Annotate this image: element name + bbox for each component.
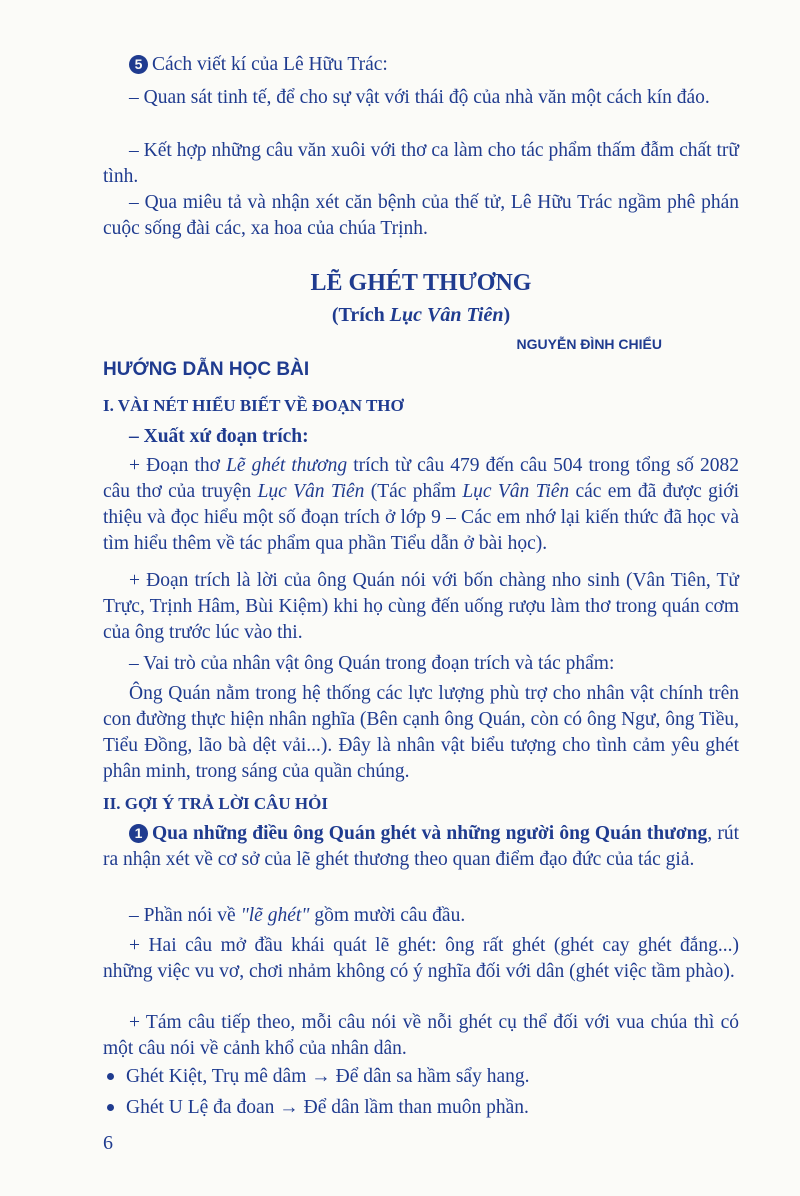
number-badge: 1 [129,824,148,843]
item5-point: – Quan sát tinh tế, để cho sự vật với thái độ của nhà văn một cách kín đáo. [129,87,710,108]
paragraph: – Phần nói về "lẽ ghét" gồm mười câu đầu. [129,905,466,926]
item5-heading: 5 Cách viết kí của Lê Hữu Trác: [103,52,739,78]
section-heading: I. VÀI NÉT HIỂU BIẾT VỀ ĐOẠN THƠ [103,396,404,415]
paragraph: + Đoạn thơ Lẽ ghét thương trích từ câu 479 đến câu 504 trong tổng số 2082 câu thơ của truyện Lục Vân Tiên (Tác phẩm Lục Vân Tiên các em đã được giới thiệu và đọc hiểu một số đoạn trích ở lớp 9 – Các em nhớ lại kiến thức đã học và tìm hiểu thêm về tác phẩm qua phần Tiểu dẫn ở bài học). [103,455,739,554]
item5-point: – Qua miêu tả và nhận xét căn bệnh của thế tử, Lê Hữu Trác ngầm phê phán cuộc sống đài các, xa hoa của chúa Trịnh. [103,192,739,239]
list-item: Ghét U Lệ đa đoan → Để dân lầm than muôn phần. [103,1095,739,1121]
lesson-title: LẼ GHÉT THƯƠNG [310,270,532,296]
bullet-icon [107,1073,114,1080]
section-heading: II. GỢI Ý TRẢ LỜI CÂU HỎI [103,794,328,813]
lesson-subtitle: (Trích Lục Vân Tiên) [331,304,511,326]
paragraph: – Vai trò của nhân vật ông Quán trong đoạn trích và tác phẩm: [129,653,615,674]
paragraph: + Tám câu tiếp theo, mỗi câu nói về nỗi ghét cụ thể đối với vua chúa thì có một câu nói về cảnh khổ của nhân dân. [103,1012,739,1059]
paragraph: + Đoạn trích là lời của ông Quán nói với bốn chàng nho sinh (Vân Tiên, Tử Trực, Trịnh Hâm, Bùi Kiệm) khi họ cùng đến uống rượu làm thơ trong quán cơm của ông trước lúc vào thi. [103,570,739,643]
number-badge: 5 [129,55,148,74]
paragraph: + Hai câu mở đầu khái quát lẽ ghét: ông rất ghét (ghét cay ghét đắng...) những việc vu vơ, chơi nhảm không có ý nghĩa đối với dân (ghét việc tầm phào). [103,935,739,982]
item5-point: – Kết hợp những câu văn xuôi với thơ ca làm cho tác phẩm thấm đẫm chất trữ tình. [103,140,739,187]
paragraph: Ông Quán nằm trong hệ thống các lực lượng phù trợ cho nhân vật chính trên con đường thực hiện nhân nghĩa (Bên cạnh ông Quán, còn có ông Ngư, ông Tiều, Tiểu Đồng, lão bà dệt vải...). Đây là nhân vật biểu tượng cho tình cảm yêu ghét phân minh, trong sáng của quần chúng. [103,683,739,782]
bullet-icon [107,1104,114,1111]
lesson-author: NGUYỄN ĐÌNH CHIỂU [516,336,662,352]
question: 1 Qua những điều ông Quán ghét và những người ông Quán thương, rút ra nhận xét về cơ sở của lẽ ghét thương theo quan điểm đạo đức của tác giả. [103,823,739,870]
sub-heading: – Xuất xứ đoạn trích: [129,426,309,447]
guide-heading: HƯỚNG DẪN HỌC BÀI [103,359,310,380]
page-number: 6 [103,1132,113,1154]
list-item: Ghét Kiệt, Trụ mê dâm → Để dân sa hầm sẩy hang. [103,1064,739,1090]
